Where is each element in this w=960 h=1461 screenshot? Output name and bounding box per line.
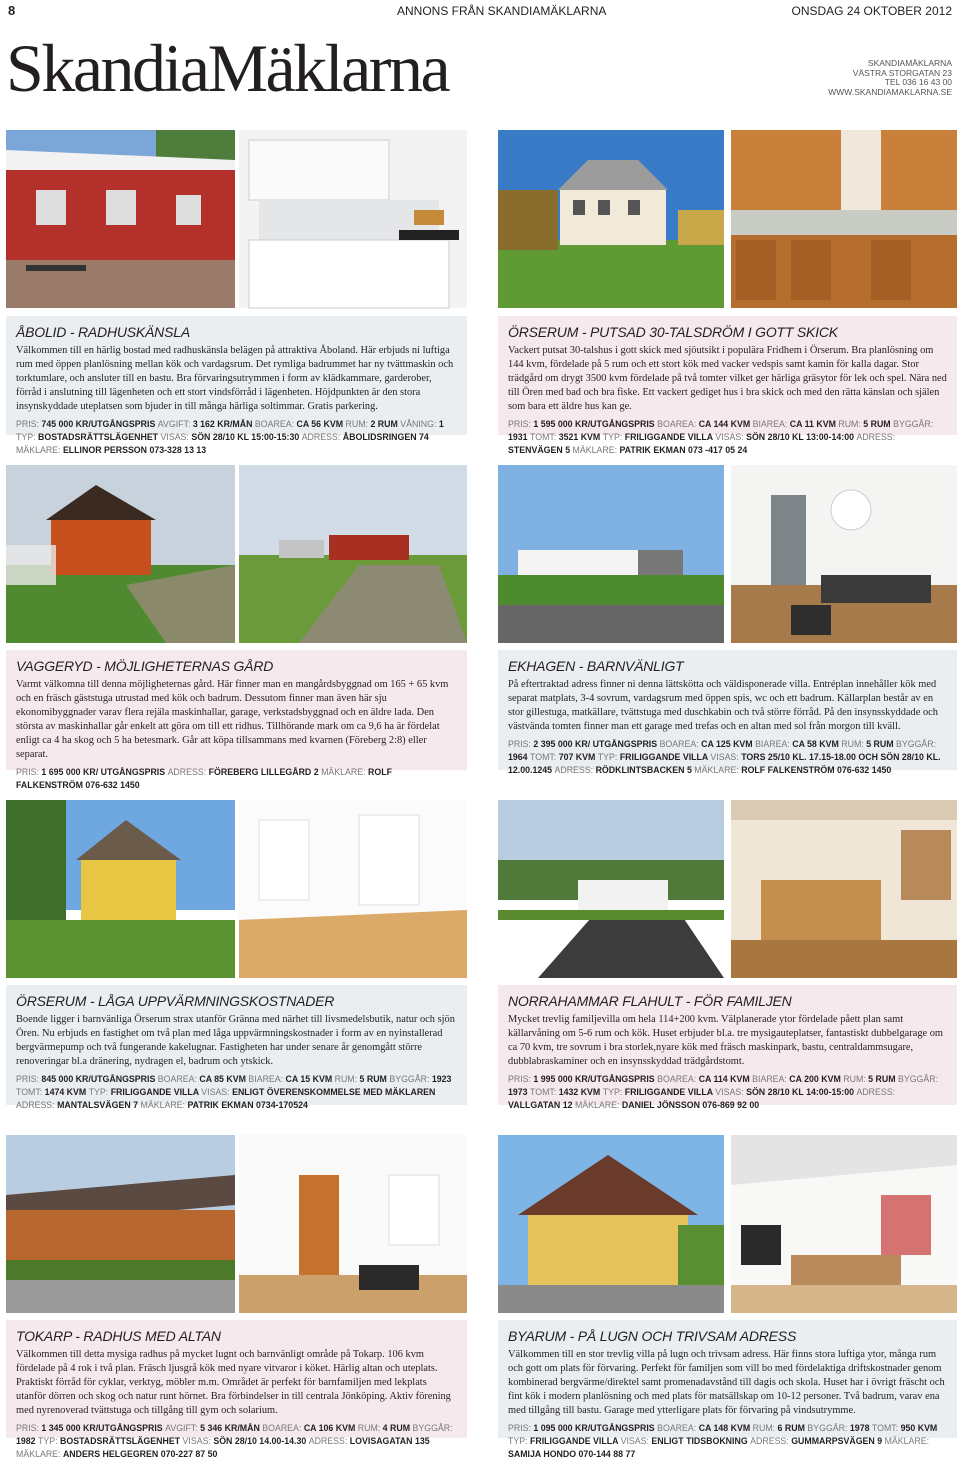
fact-value: 5 346 KR/MÅN [200,1423,263,1433]
fact-value: ROLF FALKENSTRÖM 076-632 1450 [16,767,392,790]
fact-value: 5 RUM [868,1074,898,1084]
fact-value: 845 000 KR/UTGÅNGSPRIS [41,1074,158,1084]
fact-key: BIAREA: [752,419,790,429]
fact-key: VÅNING: [400,419,439,429]
fact-key: VISAS: [710,752,742,762]
photo-tokarp-radhus [6,1135,235,1313]
fact-key: ADRESS: [301,432,343,442]
fact-value: 950 KVM [900,1423,938,1433]
fact-value: 3 162 KR/MÅN [192,419,255,429]
contact-line: TEL 036 16 43 00 [884,77,952,87]
fact-value: LOVISAGATAN 135 [349,1436,430,1446]
fact-value: 5 RUM [359,1074,390,1084]
fact-key: ADRESS: [856,432,896,442]
fact-key: PRIS: [16,1074,42,1084]
listing-title: EKHAGEN - BARNVÄNLIGT [508,658,684,674]
fact-value: SÖN 28/10 KL 14:00-15:00 [746,1087,857,1097]
photo-ekhagen-livingroom [731,465,957,643]
fact-key: BOAREA: [254,419,297,429]
listing-facts [508,1422,947,1461]
fact-key: BOAREA: [659,739,702,749]
fact-value: 1978 [849,1423,872,1433]
fact-key: PRIS: [508,419,534,429]
photo-orserum-yellow-house [6,800,235,978]
listing-panel [498,985,957,1110]
photo-radhus-exterior [6,130,235,308]
fact-value: 1982 [16,1436,39,1446]
fact-key: TOMT: [871,1423,901,1433]
fact-key: TYP: [602,1087,625,1097]
fact-value: PATRIK EKMAN 0734-170524 [187,1100,308,1110]
fact-key: RUM: [357,1423,383,1433]
fact-value: 745 000 KR/UTGÅNGSPRIS [41,419,158,429]
photo-orserum-house [498,130,724,308]
fact-value: FRILIGGANDE VILLA [110,1087,202,1097]
listing-panel [498,316,957,455]
fact-value: ENLIGT ÖVERENSKOMMELSE MED MÄKLAREN [232,1087,436,1097]
fact-key: AVGIFT: [165,1423,201,1433]
fact-value: GUMMARPSVÄGEN 9 [791,1436,885,1446]
photo-vaggeryd-barns [239,465,467,643]
fact-key: BYGGÅR: [389,1074,432,1084]
fact-key: RUM: [841,739,867,749]
fact-value: CA 148 KVM [698,1423,753,1433]
fact-value: VALLGATAN 12 [508,1100,575,1110]
fact-key: TYP: [88,1087,111,1097]
listing-facts [16,1073,457,1112]
fact-value: STENVÄGEN 5 [508,445,573,455]
listing-description: Välkommen till en härlig bostad med radhuskänsla belägen på attraktiva Åboland. Här erbjuds ni luftiga rum med öppen planlösning mellan kök och vardagsrum. Det rymliga badrummet har ny tvättmaskin och torktumlare, och ansluter till en bastu. Bra förvaringsutrymmen i form av klädkammare, garderober, förråd i anslutning till lägenheten och ett stort vindsförråd i lägenheten. Höjdpunkten är den stora insynskyddade uteplatsen som bjuder in till många härliga soltimmar. Gratis parkering. [16,345,454,412]
photo-byarum-house [498,1135,724,1313]
listing-facts [16,1422,457,1461]
fact-key: BIAREA: [752,1074,790,1084]
fact-value: FÖREBERG LILLEGÅRD 2 [208,767,322,777]
fact-value: 1 695 000 KR/ UTGÅNGSPRIS [41,767,168,777]
fact-key: BYGGÅR: [896,739,937,749]
fact-key: BOAREA: [262,1423,304,1433]
fact-value: CA 144 KVM [698,419,753,429]
fact-value: 1 345 000 KR/UTGÅNGSPRIS [41,1423,166,1433]
fact-key: RUM: [838,419,864,429]
listing-title: VAGGERYD - MÖJLIGHETERNAS GÅRD [16,658,274,674]
listing-panel [6,650,467,790]
fact-value: FRILIGGANDE VILLA [624,1087,716,1097]
annons-label: ANNONS FRÅN SKANDIAMÄKLARNA [397,4,607,18]
fact-key: BYGGÅR: [897,1074,939,1084]
fact-value: DANIEL JÖNSSON 076-869 92 00 [621,1100,760,1110]
fact-value: 1973 [508,1087,531,1097]
fact-key: VISAS: [620,1436,652,1446]
fact-value: 2 RUM [370,419,401,429]
fact-key: PRIS: [508,739,534,749]
listing-panel [498,650,957,775]
fact-value: 1432 KVM [558,1087,603,1097]
listing-title: ÖRSERUM - LÅGA UPPVÄRMNINGSKOSTNADER [16,993,335,1009]
fact-key: MÄKLARE: [884,1436,930,1446]
listing-title: ÅBOLID - RADHUSKÄNSLA [16,324,190,340]
fact-key: BYGGÅR: [412,1423,453,1433]
fact-value: ELLINOR PERSSON 073-328 13 13 [62,445,207,455]
fact-value: 1931 [508,432,531,442]
fact-key: PRIS: [508,1074,534,1084]
page-header [0,0,960,22]
fact-value: 3521 KVM [558,432,603,442]
listing-title: BYARUM - PÅ LUGN OCH TRIVSAM ADRESS [508,1328,797,1344]
fact-value: 1 [438,419,444,429]
fact-value: ÅBOLIDSRINGEN 74 [342,432,429,442]
listing-facts [16,766,457,792]
photo-tokarp-interior [239,1135,467,1313]
fact-value: 5 RUM [863,419,894,429]
listing-description: Välkommen till en stor trevlig villa på lugn och trivsam adress. Här finns stora luftiga ytor, många rum och gott om plats för förvaring. Perfekt för familjen som vill bo med fördelaktiga driftskostnader genom kombinerad bergvärme/direktel samt promenadavstånd till dagis och skola. Huset har i övrigt fräscht och fint kök i modern planlösning och med plats för matsällskap om 10-12 personer. Två badrum, varav ena med tillgång till bastu. Garage med ytterligare plats för förvaring på vindsutrymme. [508,1349,945,1416]
fact-value: CA 11 KVM [789,419,839,429]
fact-value: CA 106 KVM [303,1423,358,1433]
fact-key: ADRESS: [16,1100,58,1110]
fact-key: BYGGÅR: [893,419,934,429]
fact-key: PRIS: [16,419,42,429]
fact-value: SÖN 28/10 14.00-14.30 [213,1436,309,1446]
photo-ekhagen-exterior [498,465,724,643]
fact-key: MÄKLARE: [321,767,368,777]
photo-byarum-livingroom [731,1135,957,1313]
photo-orserum-interior [239,800,467,978]
listing-description: Vackert putsat 30-talshus i gott skick med sjöutsikt i populära Fridhem i Örserum. Bra planlösning om 144 kvm, fördelade på 5 rum och ett stort kök med vacker vedspis samt kamin för kalla dagar. Stor trädgård om drygt 3500 kvm fördelade på två tomter vilket ger härliga gräsytor för lek och spel. Nära ned till Ören med bad och bra fiske. Ett vackert gediget hus i bra skick och med den rätta känslan och själen som bara ett äldre hus kan ge. [508,345,947,412]
fact-key: ADRESS: [167,767,209,777]
listing-title: TOKARP - RADHUS MED ALTAN [16,1328,221,1344]
fact-key: ADRESS: [554,765,596,775]
fact-key: TYP: [597,752,620,762]
fact-key: BIAREA: [755,739,793,749]
fact-key: MÄKLARE: [140,1100,188,1110]
fact-value: 1923 [431,1074,452,1084]
listing-panel [6,316,467,455]
fact-key: TYP: [38,1436,61,1446]
fact-key: PRIS: [16,1423,42,1433]
fact-value: SÖN 28/10 KL 15:00-15:30 [191,432,302,442]
fact-value: 2 395 000 KR/ UTGÅNGSPRIS [533,739,660,749]
fact-key: PRIS: [508,1423,534,1433]
fact-value: FRILIGGANDE VILLA [619,752,711,762]
fact-key: VISAS: [201,1087,233,1097]
fact-value: CA 58 KVM [792,739,842,749]
fact-key: RUM: [752,1423,778,1433]
photo-norrahammar-exterior [498,800,724,978]
fact-key: MÄKLARE: [16,1449,63,1459]
fact-value: 5 RUM [866,739,897,749]
listing-facts [16,418,457,457]
listing-description: Välkommen till detta mysiga radhus på mycket lugnt och barnvänligt område på Tokarp. 106 kvm fördelade på 4 rok i två plan. Fräsch ljusgrå kök med nyare vitvaror i köket. Härlig altan och uteplats. Praktiskt förråd för cyklar, verktyg, möbler m.m. Området är perfekt för barnfamiljen med lekplats utanför dörren och skog och natur runt hörnet. Bra förbindelser in till centrala Jönköping. Aktiv förening med nyrenoverad tvättstuga och tillgång till gym och solarium. [16,1349,451,1416]
fact-value: CA 56 KVM [296,419,346,429]
fact-key: MÄKLARE: [572,445,620,455]
fact-key: TOMT: [530,752,559,762]
fact-key: TYP: [508,1436,530,1446]
listing-panel [6,985,467,1110]
photo-vaggeryd-farmhouse [6,465,235,643]
fact-key: RUM: [345,419,371,429]
photo-norrahammar-kitchen [731,800,957,978]
fact-key: VISAS: [715,432,747,442]
fact-value: 1 995 000 KR/UTGÅNGSPRIS [533,1074,658,1084]
listing-facts [508,738,947,777]
fact-key: TYP: [602,432,625,442]
fact-value: BOSTADSRÄTTSLÄGENHET [38,432,161,442]
fact-key: VISAS: [715,1087,747,1097]
fact-value: CA 85 KVM [199,1074,249,1084]
fact-value: CA 200 KVM [789,1074,844,1084]
listing-title: ÖRSERUM - PUTSAD 30-TALSDRÖM I GOTT SKICK [508,324,838,340]
fact-value: 1 095 000 KR/UTGÅNGSPRIS [533,1423,658,1433]
photo-orserum-kitchen [731,130,957,308]
fact-value: 4 RUM [382,1423,413,1433]
fact-value: CA 125 KVM [701,739,756,749]
fact-key: BIAREA: [248,1074,286,1084]
listing-description: På eftertraktad adress finner ni denna lättskötta och väldisponerade villa. Entréplan innehåller kök med separat matplats, 3-4 sovrum, vardagsrum med öppen spis, wc och ett badrum. Källarplan består av en stor gillestuga, matkällare, tvättstuga med duschkabin och två större förråd. På den insynsskyddade och västvända tomten finner man ett garage med trefas och en altan med sol från morgon till kväll. [508,679,938,732]
fact-key: ADRESS: [308,1436,350,1446]
listing-description: Boende ligger i barnvänliga Örserum strax utanför Gränna med närhet till livsmedelsbutik, natur och sjön Ören. Nu erbjuds en fastighet om två plan med låga uppvärmningskostnader i form av en nyinstallerad bergvärmepump och två fungerande kakelugnar. Fastigheten har under senare år genomgått större renoveringar bl.a dränering, nydragen el, badrum och ytskick. [16,1014,455,1067]
fact-value: 1 595 000 KR/UTGÅNGSPRIS [533,419,658,429]
fact-value: SÖN 28/10 KL 13:00-14:00 [746,432,857,442]
fact-key: PRIS: [16,767,42,777]
fact-key: ADRESS: [856,1087,896,1097]
fact-key: VISAS: [160,432,192,442]
listing-panel [6,1320,467,1459]
contact-line: SKANDIAMÄKLARNA [867,58,952,68]
fact-value: 1474 KVM [44,1087,89,1097]
fact-key: TYP: [16,432,38,442]
fact-key: TOMT: [530,1087,559,1097]
fact-value: ROLF FALKENSTRÖM 076-632 1450 [741,765,892,775]
fact-key: AVGIFT: [157,419,193,429]
listing-title: NORRAHAMMAR FLAHULT - FÖR FAMILJEN [508,993,792,1009]
fact-key: BYGGÅR: [807,1423,850,1433]
fact-key: RUM: [334,1074,360,1084]
listing-facts [508,1073,947,1112]
fact-key: VISAS: [182,1436,214,1446]
listing-facts [508,418,947,457]
fact-key: MÄKLARE: [574,1100,622,1110]
fact-key: TOMT: [530,432,559,442]
fact-value: FRILIGGANDE VILLA [624,432,716,442]
fact-key: MÄKLARE: [16,445,63,455]
contact-line: VÄSTRA STORGATAN 23 [852,67,952,78]
fact-value: CA 15 KVM [285,1074,335,1084]
fact-value: ANDERS HELGEGREN 070-227 87 50 [62,1449,218,1459]
issue-date: ONSDAG 24 OKTOBER 2012 [791,4,952,18]
fact-value: BOSTADSRÄTTSLÄGENHET [60,1436,183,1446]
fact-key: BOAREA: [657,1423,699,1433]
listing-panel [498,1320,957,1459]
fact-value: 707 KVM [558,752,598,762]
fact-value: 1964 [508,752,531,762]
fact-key: ADRESS: [750,1436,792,1446]
fact-value: ENLIGT TIDSBOKNING [651,1436,751,1446]
fact-value: SAMIJA HONDO 070-144 88 77 [508,1449,636,1459]
fact-value: CA 114 KVM [698,1074,753,1084]
listing-description: Varmt välkomna till denna möjligheternas gård. Här finner man en mangårdsbyggnad om 165 + 65 kvm och en fräsch gäststuga utrustad med kök och badrum. Dessutom finner man även här sju ekonomibyggnader varav flera rejäla maskinhallar, garage, verkstadsbyggnad och en äldre lada. Den största av maskinhallar går enkelt att göra om till ett ridhus. Tillhörande mark om ca 9,6 ha är fördelat enligt ca 4 ha skog och 5 ha betesmark. Går att köpa tillsammans med kvarnen (Föreberg 2:8) eller separat. [16,679,449,760]
photo-radhus-kitchen [239,130,467,308]
fact-key: MÄKLARE: [694,765,742,775]
contact-website-link[interactable]: WWW.SKANDIAMAKLARNA.SE [828,86,952,97]
fact-value: TORS 25/10 KL. 17.15-18.00 OCH SÖN 28/10 KL. 12.00.1245 [508,752,941,775]
fact-value: 6 RUM [777,1423,808,1433]
page-number: 8 [8,3,16,18]
fact-key: TOMT: [16,1087,45,1097]
fact-value: PATRIK EKMAN 073 -417 05 24 [619,445,748,455]
fact-key: BOAREA: [657,419,699,429]
fact-key: BOAREA: [157,1074,200,1084]
fact-value: FRILIGGANDE VILLA [530,1436,621,1446]
listing-description: Mycket trevlig familjevilla om hela 114+200 kvm. Välplanerade ytor fördelade påett plan samt källarvåning om 5-6 rum och kök. Huset erbjuder bl.a. tre mysigauteplatser, fantastiskt dubbelgarage om ca 70 kvm, tre sovrum i bra storlek,nyare kök med fräsch maskinpark, bastu, centraldammsugare, dubblabraskaminer och en insynsskyddad trädgårdstomt. [508,1014,944,1067]
brand-masthead: SkandiaMäklarna [6,30,449,106]
fact-key: BOAREA: [657,1074,699,1084]
fact-key: RUM: [843,1074,869,1084]
fact-value: MANTALSVÄGEN 7 [57,1100,141,1110]
fact-value: RÖDKLINTSBACKEN 5 [595,765,695,775]
contact-block [828,59,952,97]
